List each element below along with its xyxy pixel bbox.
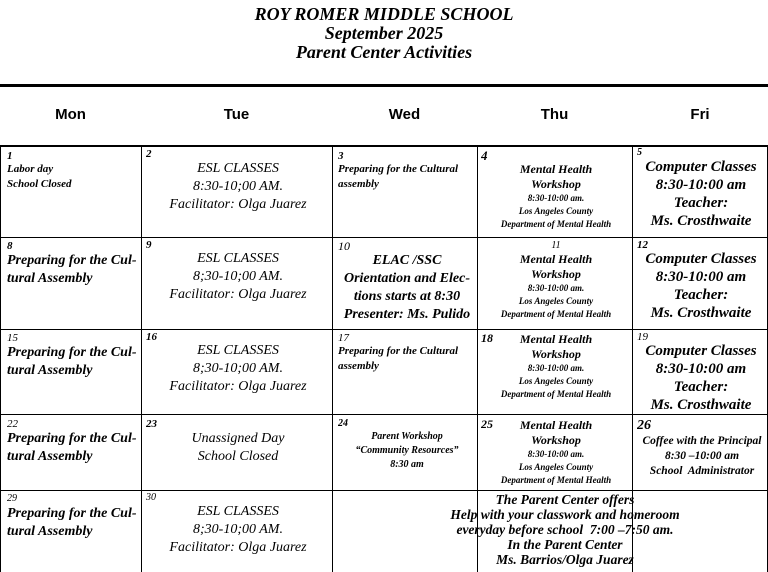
event-text: 8:30-10:00 am. xyxy=(527,363,585,373)
divider xyxy=(0,145,768,147)
day-cell-11 xyxy=(481,240,631,321)
divider xyxy=(141,147,142,572)
event-text: School Administrator xyxy=(649,465,755,477)
month-title: September 2025 xyxy=(324,23,444,43)
event-text: Facilitator: Olga Juarez xyxy=(169,379,307,394)
day-header-fri: Fri xyxy=(690,106,710,123)
day-number: 9 xyxy=(146,240,152,251)
event-text: 8;30-10;00 AM. xyxy=(193,361,283,376)
event-text: Ms. Crosthwaite xyxy=(650,213,752,229)
day-cell-4 xyxy=(481,150,631,231)
event-text: Department of Mental Health xyxy=(500,389,612,399)
day-number: 11 xyxy=(551,240,561,251)
day-number: 17 xyxy=(338,332,349,344)
day-header-tue: Tue xyxy=(223,106,250,123)
divider xyxy=(0,237,768,238)
day-cell-22 xyxy=(7,418,141,466)
event-text: 8:30 –10:00 am xyxy=(664,450,740,462)
day-number: 18 xyxy=(481,332,493,345)
event-text: assembly xyxy=(338,178,379,190)
day-number: 10 xyxy=(338,240,350,253)
event-text: Facilitator: Olga Juarez xyxy=(169,287,307,302)
day-number: 26 xyxy=(637,418,651,433)
event-text: 8:30-10:00 am xyxy=(655,361,747,377)
event-text: Los Angeles County xyxy=(518,376,594,386)
event-text: Labor day xyxy=(7,163,54,175)
event-text: Los Angeles County xyxy=(518,206,594,216)
divider xyxy=(0,329,768,330)
event-text: Orientation and Elec- xyxy=(343,271,470,286)
event-text: tural Assembly xyxy=(7,271,93,286)
event-text: Workshop xyxy=(531,433,581,447)
day-number: 3 xyxy=(338,150,344,162)
notice-line: Ms. Barrios/Olga Juarez xyxy=(496,552,634,567)
event-text: Facilitator: Olga Juarez xyxy=(169,197,307,212)
event-text: Computer Classes xyxy=(645,251,757,267)
event-text: Unassigned Day xyxy=(191,431,285,446)
event-text: Mental Health xyxy=(519,332,593,346)
event-text: Preparing for the Cul- xyxy=(7,431,137,446)
event-text: Preparing for the Cul- xyxy=(7,253,137,268)
day-number: 12 xyxy=(637,240,648,251)
event-text: assembly xyxy=(338,360,379,372)
day-number: 4 xyxy=(481,150,488,163)
event-text: 8:30-10:00 am. xyxy=(527,283,585,293)
day-number: 16 xyxy=(146,332,157,343)
event-text: Workshop xyxy=(531,267,581,281)
day-cell-9 xyxy=(146,240,330,304)
day-cell-26 xyxy=(637,418,767,479)
event-text: 8:30-10:00 am xyxy=(655,269,747,285)
day-header-wed: Wed xyxy=(388,106,421,123)
event-text: 8:30-10:00 am. xyxy=(527,449,585,459)
event-text: Preparing for the Cul- xyxy=(7,506,137,521)
event-text: School Closed xyxy=(197,449,279,464)
day-number: 5 xyxy=(637,148,642,158)
day-number: 1 xyxy=(7,150,13,162)
day-cell-8 xyxy=(7,240,141,288)
divider xyxy=(0,147,1,572)
event-text: Coffee with the Principal xyxy=(642,435,762,447)
school-name: ROY ROMER MIDDLE SCHOOL xyxy=(254,4,514,24)
day-number: 23 xyxy=(146,418,157,430)
event-text: Teacher: xyxy=(673,287,729,303)
divider xyxy=(0,84,768,87)
event-text: Ms. Crosthwaite xyxy=(650,397,752,413)
event-text: School Closed xyxy=(7,178,72,190)
notice-line: The Parent Center offers xyxy=(495,492,635,507)
day-number: 22 xyxy=(7,418,18,430)
day-cell-2 xyxy=(146,148,330,214)
notice-line: everyday before school 7:00 –7:50 am. xyxy=(456,522,674,537)
event-text: 8:30 am xyxy=(390,459,424,470)
event-text: Department of Mental Health xyxy=(500,219,612,229)
event-text: Facilitator: Olga Juarez xyxy=(169,540,307,555)
event-text: tions starts at 8:30 xyxy=(353,289,461,304)
event-text: tural Assembly xyxy=(7,524,93,539)
day-number: 29 xyxy=(7,493,17,504)
day-header-mon: Mon xyxy=(55,106,86,123)
event-text: Workshop xyxy=(531,347,581,361)
day-number: 24 xyxy=(338,418,348,429)
day-cell-17 xyxy=(338,332,476,374)
day-number: 15 xyxy=(7,332,18,344)
event-text: Computer Classes xyxy=(645,159,757,175)
event-text: Preparing for the Cul- xyxy=(7,345,137,360)
day-number: 8 xyxy=(7,240,13,252)
divider xyxy=(0,490,768,491)
event-text: ESL CLASSES xyxy=(197,251,279,266)
event-text: tural Assembly xyxy=(7,449,93,464)
event-text: Ms. Crosthwaite xyxy=(650,305,752,321)
day-header-thu: Thu xyxy=(540,106,569,123)
day-cell-5 xyxy=(637,148,765,230)
day-cell-25 xyxy=(481,418,631,487)
day-cell-16 xyxy=(146,332,330,396)
event-text: Workshop xyxy=(531,177,581,191)
event-text: Mental Health xyxy=(519,162,593,176)
event-text: Teacher: xyxy=(673,379,729,395)
event-text: tural Assembly xyxy=(7,363,93,378)
event-text: Parent Workshop xyxy=(371,431,443,442)
day-cell-23 xyxy=(146,418,330,466)
event-text: 8:30-10:00 am. xyxy=(527,193,585,203)
day-cell-3 xyxy=(338,150,476,192)
divider xyxy=(332,147,333,572)
subtitle: Parent Center Activities xyxy=(295,42,473,62)
day-cell-29 xyxy=(7,493,141,541)
event-text: 8:30-10:00 am xyxy=(655,177,747,193)
event-text: 8;30-10;00 AM. xyxy=(193,269,283,284)
event-text: 8;30-10;00 AM. xyxy=(193,522,283,537)
day-cell-18 xyxy=(481,332,631,401)
event-text: “Community Resources” xyxy=(355,445,459,456)
event-text: Preparing for the Cultural xyxy=(338,163,459,175)
event-text: ELAC /SSC xyxy=(372,253,442,268)
event-text: Los Angeles County xyxy=(518,296,594,306)
day-cell-12 xyxy=(637,240,765,322)
divider xyxy=(0,414,768,415)
day-number: 25 xyxy=(481,418,493,431)
notice-line: Help with your classwork and homeroom xyxy=(450,507,680,522)
event-text: 8:30-10;00 AM. xyxy=(193,179,283,194)
event-text: Los Angeles County xyxy=(518,462,594,472)
event-text: Department of Mental Health xyxy=(500,475,612,485)
event-text: Presenter: Ms. Pulido xyxy=(343,307,471,322)
event-text: ESL CLASSES xyxy=(197,343,279,358)
event-text: Mental Health xyxy=(519,418,593,432)
event-text: Teacher: xyxy=(673,195,729,211)
notice-line: In the Parent Center xyxy=(507,537,623,552)
parent-center-notice xyxy=(395,492,735,567)
event-text: Preparing for the Cultural xyxy=(338,345,459,357)
day-number: 30 xyxy=(146,493,156,503)
event-text: ESL CLASSES xyxy=(197,161,279,176)
day-cell-10 xyxy=(338,240,476,324)
day-cell-30 xyxy=(146,493,330,557)
day-cell-1 xyxy=(7,150,139,192)
event-text: Computer Classes xyxy=(645,343,757,359)
day-number: 2 xyxy=(146,148,152,160)
day-number: 19 xyxy=(637,332,648,343)
event-text: Mental Health xyxy=(519,252,593,266)
event-text: Department of Mental Health xyxy=(500,309,612,319)
day-cell-24 xyxy=(338,418,476,472)
day-cell-15 xyxy=(7,332,141,380)
event-text: ESL CLASSES xyxy=(197,504,279,519)
day-cell-19 xyxy=(637,332,765,414)
